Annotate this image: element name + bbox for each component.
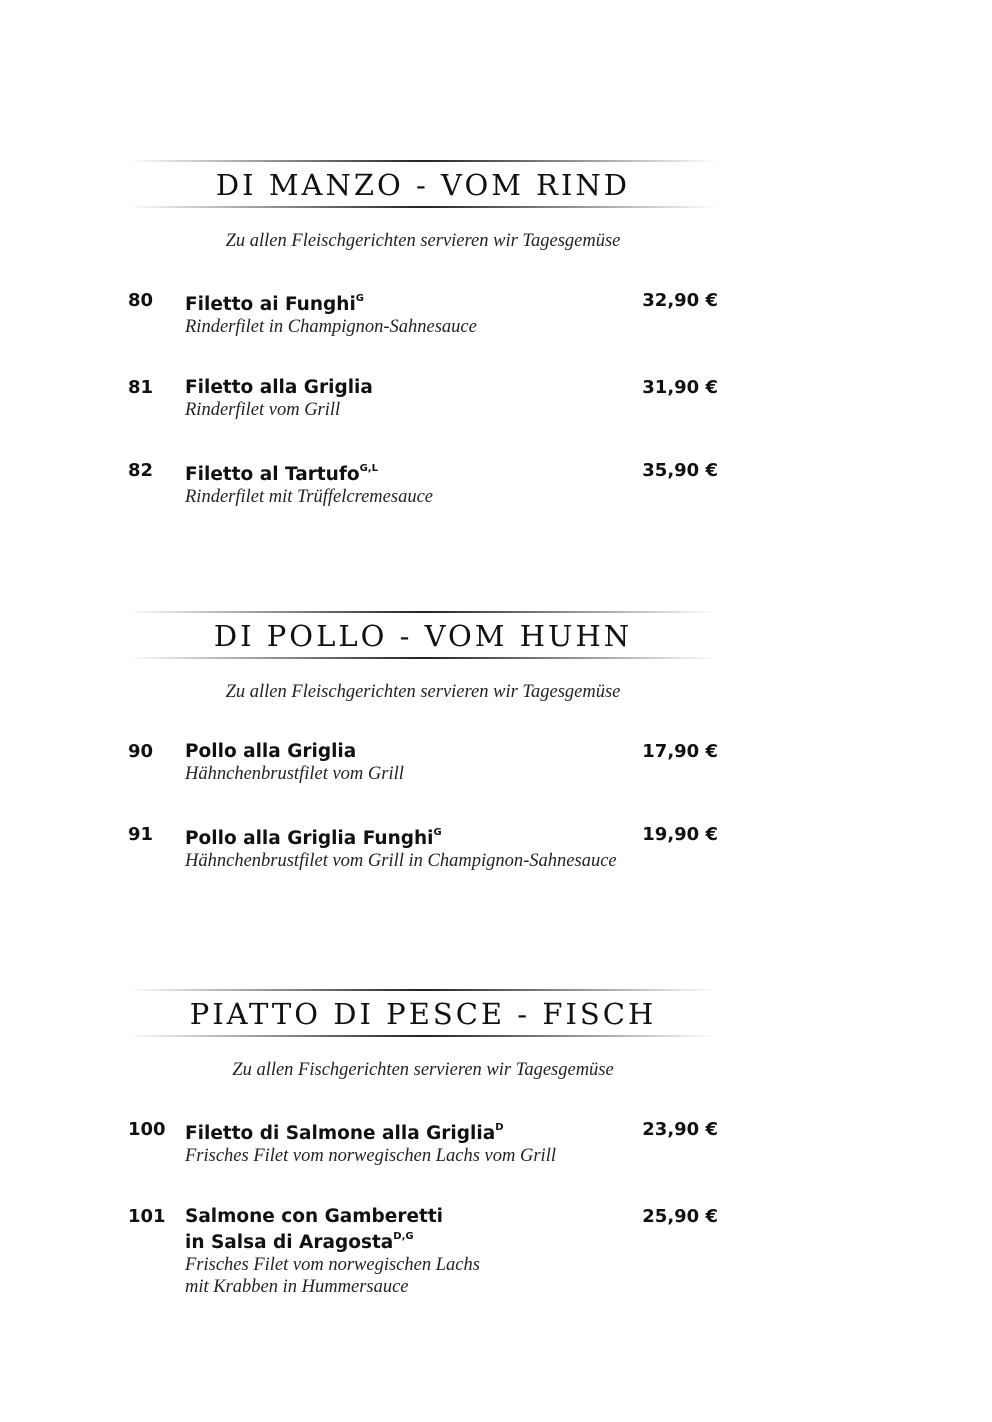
- divider: [128, 160, 718, 162]
- menu-item: [128, 1119, 718, 1167]
- item-price: 25,90 €: [642, 1206, 718, 1228]
- divider: [128, 657, 718, 659]
- section-subtitle: Zu allen Fischgerichten servieren wir Tagesgemüse: [232, 1060, 614, 1080]
- item-name: [185, 290, 718, 316]
- item-name: [185, 377, 718, 399]
- item-description: Hähnchenbrustfilet vom Grill: [185, 764, 404, 784]
- item-description: Rinderfilet in Champignon-Sahnesauce: [185, 317, 477, 338]
- item-price: 17,90 €: [642, 741, 718, 762]
- item-number: 91: [128, 824, 154, 845]
- item-number: 101: [128, 1206, 166, 1228]
- item-price: 32,90 €: [642, 290, 718, 311]
- allergen-codes: G: [433, 827, 442, 838]
- section-title: PIATTO DI PESCE - FISCH: [189, 997, 657, 1031]
- divider: [128, 989, 718, 991]
- menu-section: [128, 160, 718, 508]
- item-name-text: Pollo alla Griglia Funghi: [185, 828, 434, 850]
- item-description: Rinderfilet mit Trüffelcremesauce: [185, 487, 433, 508]
- item-price: 23,90 €: [642, 1119, 718, 1140]
- section-title: DI POLLO - VOM HUHN: [213, 619, 633, 653]
- allergen-codes: G,L: [359, 463, 378, 475]
- section-header: [128, 160, 718, 208]
- menu-item: [128, 290, 718, 338]
- item-number: 80: [128, 290, 154, 311]
- item-name-text: Filetto al Tartufo: [185, 464, 360, 486]
- item-name-text: Pollo alla Griglia: [185, 741, 357, 762]
- item-name: [185, 1206, 718, 1228]
- section-subtitle: Zu allen Fleischgerichten servieren wir Tagesgemüse: [225, 231, 621, 251]
- item-name-text: Filetto di Salmone alla Griglia: [185, 1123, 496, 1145]
- item-name-text: Salmone con Gamberetti: [185, 1206, 444, 1228]
- item-price: 35,90 €: [642, 460, 718, 482]
- allergen-codes: D: [495, 1122, 504, 1133]
- divider: [128, 611, 718, 613]
- item-number: 82: [128, 460, 154, 482]
- item-name: [185, 741, 718, 763]
- item-description: Rinderfilet vom Grill: [185, 400, 341, 421]
- item-name-text: Filetto alla Griglia: [185, 377, 373, 399]
- menu-item: [128, 741, 718, 785]
- item-price: 19,90 €: [642, 824, 718, 845]
- item-name-text: in Salsa di Aragosta: [185, 1232, 394, 1254]
- item-name-text: Filetto ai Funghi: [185, 294, 356, 316]
- item-name-line2: [185, 1228, 718, 1254]
- menu-item: [128, 460, 718, 508]
- section-title: DI MANZO - VOM RIND: [215, 168, 631, 202]
- allergen-codes: G: [355, 293, 365, 304]
- item-description: Frisches Filet vom norwegischen Lachs: [185, 1255, 480, 1276]
- item-number: 90: [128, 741, 154, 762]
- divider: [128, 206, 718, 208]
- item-number: 81: [128, 377, 154, 399]
- item-description: Hähnchenbrustfilet vom Grill in Champignon-Sahnesauce: [185, 851, 617, 872]
- menu-section: [128, 611, 718, 872]
- item-description: Frisches Filet vom norwegischen Lachs vom Grill: [185, 1146, 556, 1167]
- section-header: [128, 989, 718, 1037]
- allergen-codes: D,G: [393, 1231, 414, 1243]
- menu-section: [128, 989, 718, 1298]
- item-price: 31,90 €: [642, 377, 718, 399]
- menu-item: [128, 377, 718, 421]
- item-name: [185, 1119, 718, 1145]
- item-number: 100: [128, 1119, 166, 1140]
- section-header: [128, 611, 718, 659]
- menu-item: [128, 824, 718, 872]
- divider: [128, 1035, 718, 1037]
- item-name: [185, 460, 718, 486]
- menu-item: [128, 1206, 718, 1298]
- item-name: [185, 824, 718, 850]
- item-description-line2: mit Krabben in Hummersauce: [185, 1277, 409, 1298]
- section-subtitle: Zu allen Fleischgerichten servieren wir Tagesgemüse: [225, 682, 621, 702]
